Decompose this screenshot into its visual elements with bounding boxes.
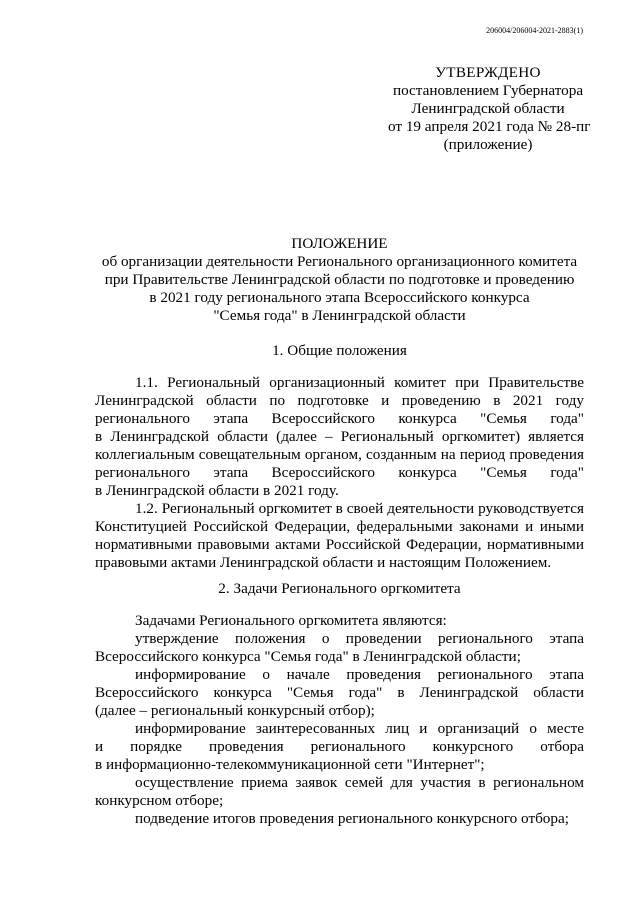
paragraph-line: Конституцией Российской Федерации, федеральными законами и иными — [95, 518, 584, 535]
paragraph-line: нормативными правовыми актами Российской Федерации, нормативными — [95, 536, 584, 553]
paragraph-line: коллегиальным совещательным органом, созданным на период проведения — [95, 446, 584, 463]
approval-line: Ленинградской области — [411, 100, 565, 117]
title-heading: ПОЛОЖЕНИЕ — [291, 235, 388, 252]
list-item-line: информирование заинтересованных лиц и организаций о месте — [135, 720, 584, 737]
approval-line: от 19 апреля 2021 года № 28-пг — [388, 118, 591, 135]
list-item-line: конкурсном отборе; — [95, 792, 224, 809]
section-1-heading: 1. Общие положения — [272, 342, 407, 359]
paragraph-line: регионального этапа Всероссийского конкурса "Семья года" — [95, 410, 584, 427]
list-item-line: подведение итогов проведения регионального конкурсного отбора; — [135, 810, 569, 827]
title-line: об организации деятельности Регионального организационного комитета — [101, 253, 578, 270]
list-item-line: осуществление приема заявок семей для участия в региональном — [135, 774, 584, 791]
approval-stamp — [388, 64, 591, 154]
list-item-line: утверждение положения о проведении регионального этапа — [135, 630, 584, 647]
paragraph-line: в Ленинградской области (далее – Региональный оргкомитет) является — [95, 428, 584, 445]
section-1-body — [95, 374, 584, 572]
title-line: "Семья года" в Ленинградской области — [213, 307, 466, 324]
document-title — [88, 235, 591, 325]
paragraph-line: Задачами Регионального оргкомитета являются: — [135, 612, 447, 629]
approval-line: (приложение) — [443, 136, 533, 153]
paragraph-line: 1.2. Региональный оргкомитет в своей деятельности руководствуется — [135, 500, 584, 517]
section-2-heading: 2. Задачи Регионального оргкомитета — [218, 580, 461, 597]
section-2-body — [95, 612, 584, 828]
paragraph-line: Ленинградской области по подготовке и проведению в 2021 году — [95, 392, 584, 409]
list-item-line: в информационно-телекоммуникационной сети "Интернет"; — [95, 756, 485, 773]
paragraph-line: регионального этапа Всероссийского конкурса "Семья года" — [95, 464, 584, 481]
list-item-line: Всероссийского конкурса "Семья года" в Ленинградской области; — [95, 648, 521, 665]
document-id: 206004/206004-2021-2883(1) — [486, 26, 583, 35]
list-item-line: информирование о начале проведения регионального этапа — [135, 666, 584, 683]
list-item-line: (далее – региональный конкурсный отбор); — [95, 702, 375, 719]
paragraph-line: в Ленинградской области в 2021 году. — [95, 482, 339, 499]
list-item-line: и порядке проведения регионального конкурсного отбора — [95, 738, 584, 755]
title-line: в 2021 году регионального этапа Всероссийского конкурса — [149, 289, 530, 306]
title-line: при Правительстве Ленинградской области по подготовке и проведению — [104, 271, 575, 288]
paragraph-line: 1.1. Региональный организационный комитет при Правительстве — [135, 374, 584, 391]
approval-line: постановлением Губернатора — [392, 82, 584, 99]
list-item-line: Всероссийского конкурса "Семья года" в Ленинградской области — [95, 684, 584, 701]
paragraph-line: правовыми актами Ленинградской области и настоящим Положением. — [95, 554, 552, 571]
approval-title: УТВЕРЖДЕНО — [435, 64, 541, 81]
